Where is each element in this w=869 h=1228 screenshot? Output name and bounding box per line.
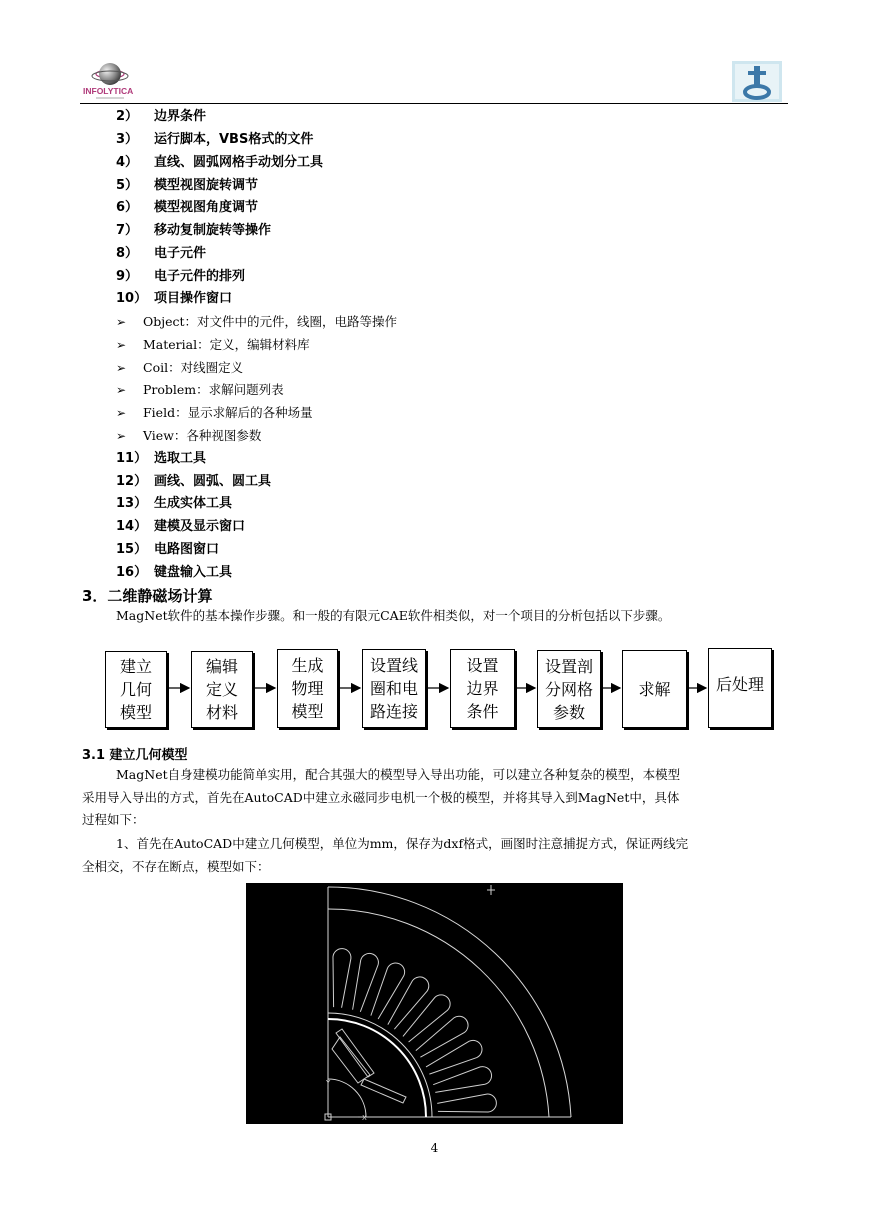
bullet-item: ➢ Material：定义，编辑材料库 — [116, 337, 310, 352]
ucs-axis-icon — [325, 885, 495, 1120]
shaft-arc — [328, 1079, 366, 1117]
list-item: 16） 键盘输入工具 — [116, 565, 233, 580]
flow-step: 生成 物理 模型 — [277, 649, 338, 728]
list-item: 12） 画线、圆弧、圆工具 — [116, 474, 272, 489]
list-item: 7） 移动复制旋转等操作 — [116, 223, 272, 238]
rotor-arc — [328, 1019, 426, 1117]
axis-y-label: Y — [326, 1079, 331, 1087]
paragraph-line: 采用导入导出的方式，首先在AutoCAD中建立永磁同步电机一个极的模型，并将其导入到MagNet中，具体 — [82, 790, 680, 805]
list-item: 5） 模型视图旋转调节 — [116, 178, 259, 193]
stator-slot — [437, 1094, 496, 1112]
stator-slot — [416, 1016, 468, 1057]
stator-inner-arc — [328, 909, 549, 1117]
flow-step: 建立 几何 模型 — [105, 651, 167, 728]
arrow-bullet-icon: ➢ — [116, 383, 127, 397]
bullet-item: ➢ Field：显示求解后的各种场量 — [116, 405, 313, 420]
flow-step: 设置线 圈和电 路连接 — [362, 649, 426, 728]
flow-step: 设置剖 分网格 参数 — [537, 650, 601, 728]
paragraph-line: 全相交，不存在断点，模型如下： — [82, 859, 270, 874]
list-item: 15） 电路图窗口 — [116, 542, 220, 557]
subsection-title: 3.1 建立几何模型 — [82, 748, 188, 763]
list-item: 8） 电子元件 — [116, 246, 207, 261]
arrow-bullet-icon: ➢ — [116, 315, 127, 329]
stator-slot — [353, 953, 379, 1011]
bullet-item: ➢ Problem：求解问题列表 — [116, 382, 284, 397]
list-item: 4） 直线、圆弧网格手动划分工具 — [116, 155, 324, 170]
airgap-arc — [328, 1013, 432, 1117]
stator-slot — [403, 995, 450, 1042]
flow-step: 设置 边界 条件 — [450, 649, 515, 728]
autocad-model-figure — [246, 883, 623, 1124]
paragraph-line: MagNet自身建模功能简单实用，配合其强大的模型导入导出功能，可以建立各种复杂的模型，本模型 — [116, 767, 681, 782]
stator-slot — [433, 1067, 491, 1093]
stator-slot — [388, 977, 429, 1029]
stator-slot — [333, 949, 351, 1008]
flow-step: 后处理 — [708, 648, 772, 728]
list-item: 2） 边界条件 — [116, 109, 207, 124]
axis-x-label: X — [362, 1114, 367, 1122]
arrow-bullet-icon: ➢ — [116, 361, 127, 375]
bullet-item: ➢ Object：对文件中的元件，线圈，电路等操作 — [116, 314, 398, 329]
motor-pole-drawing — [246, 883, 623, 1124]
infolytica-logo-text: INFOLYTICA — [83, 86, 134, 96]
list-item: 10） 项目操作窗口 — [116, 291, 233, 306]
paragraph-line: 1、首先在AutoCAD中建立几何模型，单位为mm，保存为dxf格式，画图时注意捕捉方式，保证两线完 — [116, 836, 689, 851]
list-item: 9） 电子元件的排列 — [116, 269, 246, 284]
section-intro: MagNet软件的基本操作步骤。和一般的有限元CAE软件相类似，对一个项目的分析包括以下步骤。 — [116, 608, 671, 623]
list-item: 3） 运行脚本，VBS格式的文件 — [116, 132, 314, 147]
page-number: 4 — [430, 1141, 439, 1155]
list-item: 11） 选取工具 — [116, 451, 207, 466]
magnets — [332, 1029, 406, 1103]
flow-step: 求解 — [622, 650, 687, 728]
flow-step: 编辑 定义 材料 — [191, 651, 253, 728]
list-item: 6） 模型视图角度调节 — [116, 200, 259, 215]
arrow-bullet-icon: ➢ — [116, 406, 127, 420]
list-item: 13） 生成实体工具 — [116, 496, 233, 511]
arrow-bullet-icon: ➢ — [116, 429, 127, 443]
paragraph-line: 过程如下： — [82, 812, 145, 827]
arrow-bullet-icon: ➢ — [116, 338, 127, 352]
stator-slots — [333, 949, 496, 1112]
section-title: 3．二维静磁场计算 — [82, 587, 213, 605]
list-item: 14） 建模及显示窗口 — [116, 519, 246, 534]
bullet-item: ➢ Coil：对线圈定义 — [116, 360, 244, 375]
bullet-item: ➢ View：各种视图参数 — [116, 428, 262, 443]
